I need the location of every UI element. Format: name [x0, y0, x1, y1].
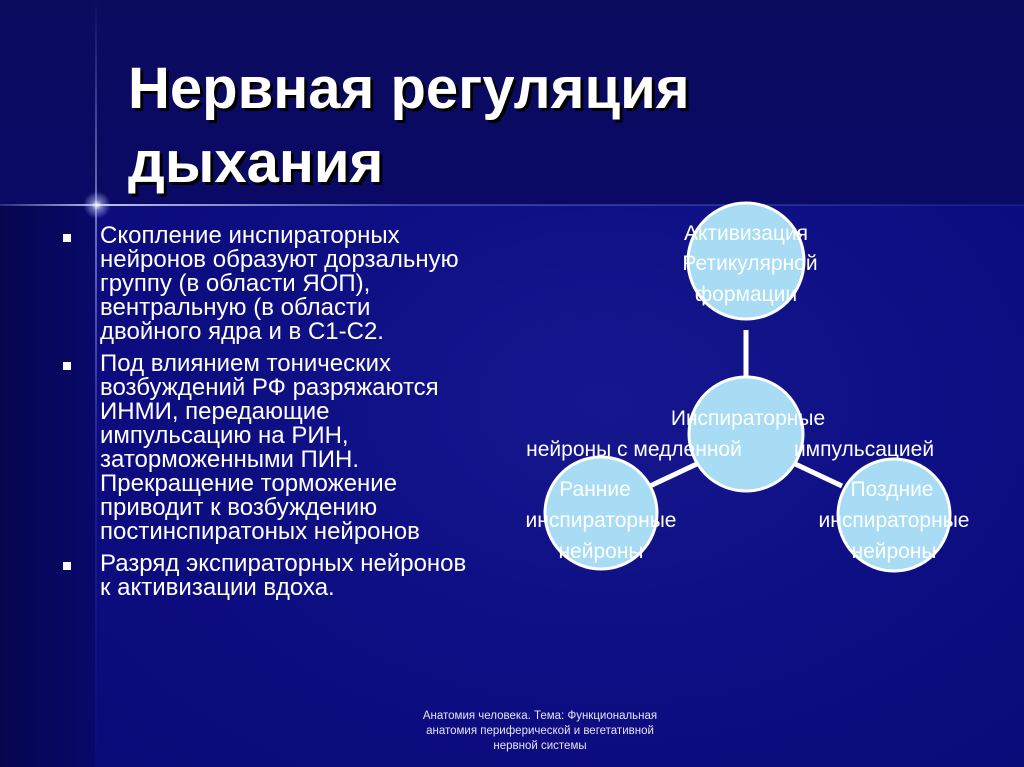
bullet-line: двойного ядра и в С1-С2. — [100, 318, 384, 345]
bullet-line: к активизации вдоха. — [100, 574, 335, 601]
bullet-square-icon — [63, 562, 71, 570]
bullet-line: заторможенными ПИН. — [100, 446, 360, 473]
node-reticular-label-2: Ретикулярной — [682, 252, 818, 275]
bullet-line: импульсацию на РИН, — [100, 422, 349, 449]
node-late-label-3: нейроны — [851, 540, 937, 563]
bullet-line: группу (в области ЯОП), — [100, 270, 371, 297]
node-inspiratory-label-1: Инспираторные — [670, 407, 826, 430]
node-inspiratory-label-2a: нейроны с медленной — [526, 438, 742, 461]
node-early-label-3: нейроны — [558, 540, 644, 563]
connector-left-center — [650, 462, 701, 486]
bullet-line: Прекращение торможение — [100, 470, 398, 497]
bullet-line: Скопление инспираторных — [100, 222, 400, 249]
bullet-item — [60, 352, 500, 544]
bullet-item — [60, 224, 500, 344]
footer-line: анатомия периферической и вегетативной — [426, 725, 654, 737]
slide-title — [128, 52, 828, 200]
diagram-canvas — [480, 190, 1024, 610]
bullet-line: Под влиянием тонических — [100, 350, 392, 377]
respiratory-neuron-diagram — [480, 190, 1024, 610]
node-early-label-2: инспираторные — [525, 509, 677, 532]
node-late-label-2: инспираторные — [818, 509, 970, 532]
node-late-label-1: Поздние — [850, 478, 934, 501]
bullet-line: возбуждений РФ разряжаются — [100, 374, 439, 401]
connector-right-center — [791, 462, 842, 486]
node-early-label-1: Ранние — [559, 478, 631, 501]
bullet-list — [60, 224, 500, 608]
title-line-1: Нервная регуляция — [128, 56, 690, 121]
node-inspiratory-slow — [689, 377, 803, 491]
slide-footer — [360, 709, 720, 754]
title-line-2: дыхания — [128, 130, 384, 195]
bullet-square-icon — [63, 362, 71, 370]
bullet-line: нейронов образуют дорзальную — [100, 246, 459, 273]
bullet-line: вентральную (в области — [100, 294, 371, 321]
bullet-square-icon — [63, 234, 71, 242]
footer-line: нервной системы — [493, 740, 587, 752]
node-reticular-label-1: Активизация — [683, 222, 809, 245]
bullet-line: приводит к возбуждению — [100, 494, 378, 521]
node-inspiratory-label-2b: импульсацией — [793, 438, 935, 461]
node-reticular-label-3: формации — [694, 283, 798, 306]
bullet-line: постинспиратоных нейронов — [100, 518, 420, 545]
bullet-line: Разряд экспираторных нейронов — [100, 550, 467, 577]
bullet-item — [60, 552, 500, 600]
sparkle-glow — [82, 190, 112, 220]
footer-line: Анатомия человека. Тема: Функциональная — [422, 710, 658, 722]
bullet-line: ИНМИ, передающие — [100, 398, 330, 425]
